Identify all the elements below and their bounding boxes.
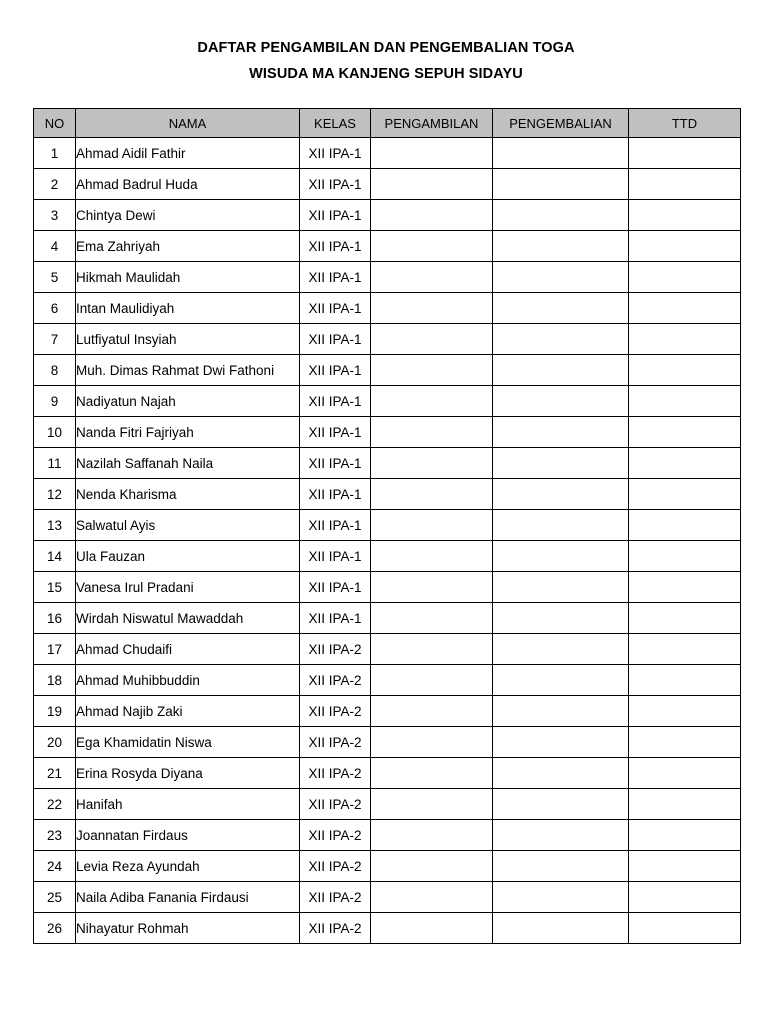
header-no: NO	[34, 109, 76, 138]
pengembalian-cell[interactable]	[493, 417, 629, 448]
pengembalian-cell[interactable]	[493, 138, 629, 169]
signature-cell[interactable]	[629, 572, 741, 603]
signature-cell[interactable]	[629, 634, 741, 665]
signature-cell[interactable]	[629, 231, 741, 262]
pengembalian-cell[interactable]	[493, 572, 629, 603]
row-number-cell: 18	[34, 665, 76, 696]
table-row	[34, 696, 741, 727]
pengembalian-cell[interactable]	[493, 231, 629, 262]
table-row	[34, 355, 741, 386]
class-cell: XII IPA-2	[300, 913, 371, 944]
class-cell: XII IPA-1	[300, 200, 371, 231]
class-cell: XII IPA-1	[300, 355, 371, 386]
class-cell: XII IPA-1	[300, 510, 371, 541]
pengambilan-cell[interactable]	[371, 231, 493, 262]
signature-cell[interactable]	[629, 417, 741, 448]
pengambilan-cell[interactable]	[371, 448, 493, 479]
row-number-cell: 1	[34, 138, 76, 169]
name-cell: Hanifah	[76, 789, 300, 820]
table-row	[34, 138, 741, 169]
pengembalian-cell[interactable]	[493, 324, 629, 355]
pengambilan-cell[interactable]	[371, 138, 493, 169]
pengambilan-cell[interactable]	[371, 417, 493, 448]
class-cell: XII IPA-2	[300, 851, 371, 882]
row-number-cell: 22	[34, 789, 76, 820]
table-row	[34, 882, 741, 913]
pengembalian-cell[interactable]	[493, 789, 629, 820]
table-row	[34, 324, 741, 355]
pengambilan-cell[interactable]	[371, 262, 493, 293]
row-number-cell: 10	[34, 417, 76, 448]
name-cell: Nazilah Saffanah Naila	[76, 448, 300, 479]
row-number-cell: 11	[34, 448, 76, 479]
table-row	[34, 665, 741, 696]
row-number-cell: 13	[34, 510, 76, 541]
document-title: DAFTAR PENGAMBILAN DAN PENGEMBALIAN TOGA	[197, 40, 575, 56]
pengembalian-cell[interactable]	[493, 293, 629, 324]
table-row	[34, 448, 741, 479]
row-number-cell: 16	[34, 603, 76, 634]
table-row	[34, 572, 741, 603]
class-cell: XII IPA-2	[300, 665, 371, 696]
pengembalian-cell[interactable]	[493, 510, 629, 541]
header-kelas: KELAS	[300, 109, 371, 138]
signature-cell[interactable]	[629, 758, 741, 789]
table-body	[34, 138, 741, 944]
signature-cell[interactable]	[629, 851, 741, 882]
pengembalian-cell[interactable]	[493, 913, 629, 944]
table-row	[34, 293, 741, 324]
class-cell: XII IPA-1	[300, 138, 371, 169]
pengembalian-cell[interactable]	[493, 882, 629, 913]
pengembalian-cell[interactable]	[493, 541, 629, 572]
row-number-cell: 14	[34, 541, 76, 572]
signature-cell[interactable]	[629, 293, 741, 324]
table-row	[34, 262, 741, 293]
table-row	[34, 789, 741, 820]
signature-cell[interactable]	[629, 448, 741, 479]
signature-cell[interactable]	[629, 355, 741, 386]
pengembalian-cell[interactable]	[493, 634, 629, 665]
name-cell: Hikmah Maulidah	[76, 262, 300, 293]
signature-cell[interactable]	[629, 665, 741, 696]
signature-cell[interactable]	[629, 479, 741, 510]
name-cell: Ahmad Chudaifi	[76, 634, 300, 665]
class-cell: XII IPA-1	[300, 231, 371, 262]
signature-cell[interactable]	[629, 603, 741, 634]
pengambilan-cell[interactable]	[371, 355, 493, 386]
class-cell: XII IPA-1	[300, 603, 371, 634]
name-cell: Nihayatur Rohmah	[76, 913, 300, 944]
pengambilan-cell[interactable]	[371, 386, 493, 417]
class-cell: XII IPA-2	[300, 882, 371, 913]
table-row	[34, 603, 741, 634]
pengambilan-cell[interactable]	[371, 727, 493, 758]
pengambilan-cell[interactable]	[371, 913, 493, 944]
pengambilan-cell[interactable]	[371, 572, 493, 603]
table-row	[34, 913, 741, 944]
table-row	[34, 200, 741, 231]
class-cell: XII IPA-1	[300, 572, 371, 603]
name-cell: Chintya Dewi	[76, 200, 300, 231]
table-row	[34, 417, 741, 448]
class-cell: XII IPA-1	[300, 386, 371, 417]
signature-cell[interactable]	[629, 696, 741, 727]
row-number-cell: 19	[34, 696, 76, 727]
table-row	[34, 820, 741, 851]
signature-cell[interactable]	[629, 138, 741, 169]
name-cell: Ahmad Badrul Huda	[76, 169, 300, 200]
table-row	[34, 727, 741, 758]
pengembalian-cell[interactable]	[493, 727, 629, 758]
pengembalian-cell[interactable]	[493, 262, 629, 293]
pengambilan-cell[interactable]	[371, 882, 493, 913]
pengambilan-cell[interactable]	[371, 603, 493, 634]
pengembalian-cell[interactable]	[493, 820, 629, 851]
pengembalian-cell[interactable]	[493, 603, 629, 634]
table-row	[34, 851, 741, 882]
class-cell: XII IPA-1	[300, 417, 371, 448]
name-cell: Ema Zahriyah	[76, 231, 300, 262]
class-cell: XII IPA-1	[300, 448, 371, 479]
signature-cell[interactable]	[629, 541, 741, 572]
row-number-cell: 17	[34, 634, 76, 665]
document-subtitle: WISUDA MA KANJENG SEPUH SIDAYU	[249, 66, 523, 82]
header-pengembalian: PENGEMBALIAN	[493, 109, 629, 138]
pengambilan-cell[interactable]	[371, 789, 493, 820]
signature-cell[interactable]	[629, 200, 741, 231]
name-cell: Nenda Kharisma	[76, 479, 300, 510]
name-cell: Levia Reza Ayundah	[76, 851, 300, 882]
table-row	[34, 541, 741, 572]
row-number-cell: 6	[34, 293, 76, 324]
class-cell: XII IPA-1	[300, 169, 371, 200]
class-cell: XII IPA-2	[300, 758, 371, 789]
pengambilan-cell[interactable]	[371, 293, 493, 324]
row-number-cell: 12	[34, 479, 76, 510]
name-cell: Intan Maulidiyah	[76, 293, 300, 324]
row-number-cell: 21	[34, 758, 76, 789]
pengambilan-cell[interactable]	[371, 324, 493, 355]
row-number-cell: 15	[34, 572, 76, 603]
name-cell: Nanda Fitri Fajriyah	[76, 417, 300, 448]
table-header-row	[34, 109, 741, 138]
signature-cell[interactable]	[629, 882, 741, 913]
signature-cell[interactable]	[629, 727, 741, 758]
table-row	[34, 479, 741, 510]
pengambilan-cell[interactable]	[371, 479, 493, 510]
row-number-cell: 26	[34, 913, 76, 944]
signature-cell[interactable]	[629, 789, 741, 820]
name-cell: Naila Adiba Fanania Firdausi	[76, 882, 300, 913]
pengembalian-cell[interactable]	[493, 386, 629, 417]
pengambilan-cell[interactable]	[371, 200, 493, 231]
class-cell: XII IPA-2	[300, 727, 371, 758]
pengembalian-cell[interactable]	[493, 696, 629, 727]
table-row	[34, 758, 741, 789]
row-number-cell: 23	[34, 820, 76, 851]
name-cell: Nadiyatun Najah	[76, 386, 300, 417]
pengambilan-cell[interactable]	[371, 820, 493, 851]
pengambilan-cell[interactable]	[371, 541, 493, 572]
signature-cell[interactable]	[629, 169, 741, 200]
table-row	[34, 634, 741, 665]
name-cell: Ahmad Muhibbuddin	[76, 665, 300, 696]
name-cell: Erina Rosyda Diyana	[76, 758, 300, 789]
pengembalian-cell[interactable]	[493, 355, 629, 386]
name-cell: Salwatul Ayis	[76, 510, 300, 541]
pengembalian-cell[interactable]	[493, 851, 629, 882]
name-cell: Ega Khamidatin Niswa	[76, 727, 300, 758]
signature-cell[interactable]	[629, 386, 741, 417]
table-row	[34, 510, 741, 541]
class-cell: XII IPA-2	[300, 789, 371, 820]
signature-cell[interactable]	[629, 324, 741, 355]
signature-cell[interactable]	[629, 913, 741, 944]
class-cell: XII IPA-2	[300, 696, 371, 727]
table-row	[34, 169, 741, 200]
name-cell: Lutfiyatul Insyiah	[76, 324, 300, 355]
row-number-cell: 7	[34, 324, 76, 355]
row-number-cell: 9	[34, 386, 76, 417]
class-cell: XII IPA-1	[300, 479, 371, 510]
class-cell: XII IPA-2	[300, 820, 371, 851]
header-ttd: TTD	[629, 109, 741, 138]
row-number-cell: 24	[34, 851, 76, 882]
row-number-cell: 8	[34, 355, 76, 386]
pengembalian-cell[interactable]	[493, 448, 629, 479]
row-number-cell: 3	[34, 200, 76, 231]
header-nama: NAMA	[76, 109, 300, 138]
signature-cell[interactable]	[629, 820, 741, 851]
pengembalian-cell[interactable]	[493, 200, 629, 231]
table-row	[34, 386, 741, 417]
pengambilan-cell[interactable]	[371, 510, 493, 541]
table-row	[34, 231, 741, 262]
pengambilan-cell[interactable]	[371, 665, 493, 696]
class-cell: XII IPA-2	[300, 634, 371, 665]
class-cell: XII IPA-1	[300, 262, 371, 293]
signature-cell[interactable]	[629, 510, 741, 541]
row-number-cell: 5	[34, 262, 76, 293]
pengembalian-cell[interactable]	[493, 758, 629, 789]
pengambilan-cell[interactable]	[371, 851, 493, 882]
pengambilan-cell[interactable]	[371, 758, 493, 789]
pengembalian-cell[interactable]	[493, 665, 629, 696]
pengembalian-cell[interactable]	[493, 479, 629, 510]
name-cell: Ula Fauzan	[76, 541, 300, 572]
name-cell: Muh. Dimas Rahmat Dwi Fathoni	[76, 355, 300, 386]
name-cell: Ahmad Najib Zaki	[76, 696, 300, 727]
row-number-cell: 4	[34, 231, 76, 262]
name-cell: Joannatan Firdaus	[76, 820, 300, 851]
pengambilan-cell[interactable]	[371, 634, 493, 665]
name-cell: Vanesa Irul Pradani	[76, 572, 300, 603]
attendance-table	[33, 108, 741, 944]
class-cell: XII IPA-1	[300, 293, 371, 324]
row-number-cell: 20	[34, 727, 76, 758]
name-cell: Wirdah Niswatul Mawaddah	[76, 603, 300, 634]
pengambilan-cell[interactable]	[371, 169, 493, 200]
class-cell: XII IPA-1	[300, 541, 371, 572]
row-number-cell: 2	[34, 169, 76, 200]
pengambilan-cell[interactable]	[371, 696, 493, 727]
class-cell: XII IPA-1	[300, 324, 371, 355]
signature-cell[interactable]	[629, 262, 741, 293]
row-number-cell: 25	[34, 882, 76, 913]
header-pengambilan: PENGAMBILAN	[371, 109, 493, 138]
pengembalian-cell[interactable]	[493, 169, 629, 200]
name-cell: Ahmad Aidil Fathir	[76, 138, 300, 169]
